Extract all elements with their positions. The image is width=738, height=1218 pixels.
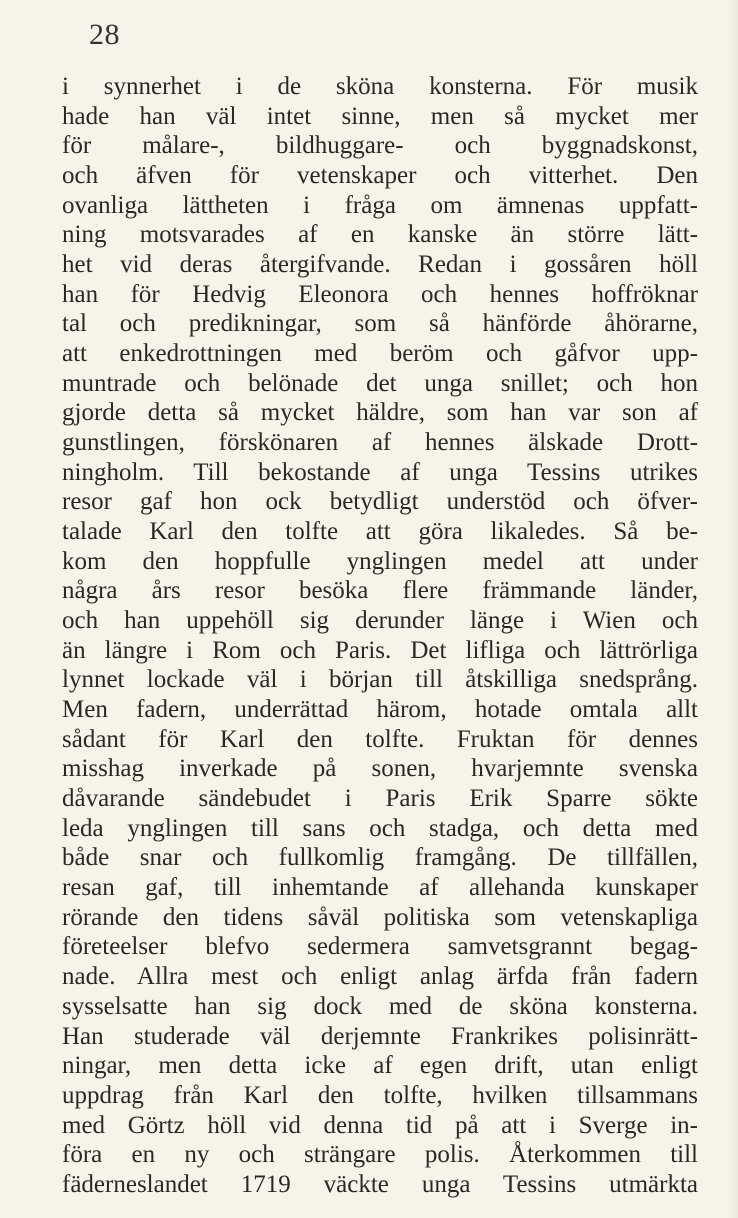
text-line: resor gaf hon ock betydligt understöd och öfver- <box>62 488 698 516</box>
text-line: leda ynglingen till sans och stadga, och detta med <box>62 814 698 842</box>
text-line: tal och predikningar, som så hänförde åhörarne, <box>62 310 698 338</box>
text-line: än längre i Rom och Paris. Det lifliga och lättrörliga <box>62 636 698 664</box>
text-line: resan gaf, till inhemtande af allehanda kunskaper <box>62 874 698 902</box>
text-line: hade han väl intet sinne, men så mycket mer <box>62 102 698 130</box>
text-line: föra en ny och strängare polis. Återkommen till <box>62 1141 698 1169</box>
text-line: Men fadern, underrättad härom, hotade omtala allt <box>62 696 698 724</box>
page-edge-shadow <box>728 0 738 1218</box>
text-line: nade. Allra mest och enligt anlag ärfda från fadern <box>62 963 698 991</box>
text-line: för målare-, bildhuggare- och byggnadskonst, <box>62 132 698 160</box>
text-line: och han uppehöll sig derunder länge i Wien och <box>62 607 698 635</box>
text-line: ovanliga lättheten i fråga om ämnenas uppfatt- <box>62 191 698 219</box>
text-line: gjorde detta så mycket häldre, som han var son af <box>62 399 698 427</box>
text-line: sådant för Karl den tolfte. Fruktan för dennes <box>62 725 698 753</box>
text-line: dåvarande sändebudet i Paris Erik Sparre sökte <box>62 785 698 813</box>
text-line: misshag inverkade på sonen, hvarjemnte svenska <box>62 755 698 783</box>
text-line: i synnerhet i de sköna konsterna. För musik <box>62 73 698 100</box>
text-line: med Görtz höll vid denna tid på att i Sverge in- <box>62 1111 698 1139</box>
text-line: ning motsvarades af en kanske än större lätt- <box>62 221 698 249</box>
body-text <box>62 72 698 1200</box>
text-line: uppdrag från Karl den tolfte, hvilken tillsammans <box>62 1081 698 1109</box>
text-line: talade Karl den tolfte att göra likaledes. Så be- <box>62 518 698 546</box>
text-line: och äfven för vetenskaper och vitterhet. Den <box>62 162 698 190</box>
text-line: fäderneslandet 1719 väckte unga Tessins utmärkta <box>62 1170 698 1198</box>
text-line: gunstlingen, förskönaren af hennes älskade Drott- <box>62 429 698 457</box>
text-line: ningholm. Till bekostande af unga Tessins utrikes <box>62 458 698 486</box>
text-line: både snar och fullkomlig framgång. De tillfällen, <box>62 844 698 872</box>
text-line: företeelser blefvo sedermera samvetsgrannt begag- <box>62 933 698 961</box>
text-line: kom den hoppfulle ynglingen medel att under <box>62 547 698 575</box>
text-line: han för Hedvig Eleonora och hennes hoffröknar <box>62 280 698 308</box>
text-line: ningar, men detta icke af egen drift, utan enligt <box>62 1052 698 1080</box>
page-number: 28 <box>89 18 120 51</box>
text-line: Han studerade väl derjemnte Frankrikes polisinrätt- <box>62 1022 698 1050</box>
text-line: några års resor besöka flere främmande länder, <box>62 577 698 605</box>
text-line: sysselsatte han sig dock med de sköna konsterna. <box>62 992 698 1020</box>
text-line: muntrade och belönade det unga snillet; och hon <box>62 369 698 397</box>
text-line: rörande den tidens såväl politiska som vetenskapliga <box>62 903 698 931</box>
text-line: lynnet lockade väl i början till åtskilliga snedsprång. <box>62 666 698 694</box>
text-line: het vid deras återgifvande. Redan i gossåren höll <box>62 251 698 279</box>
text-line: att enkedrottningen med beröm och gåfvor upp- <box>62 340 698 368</box>
